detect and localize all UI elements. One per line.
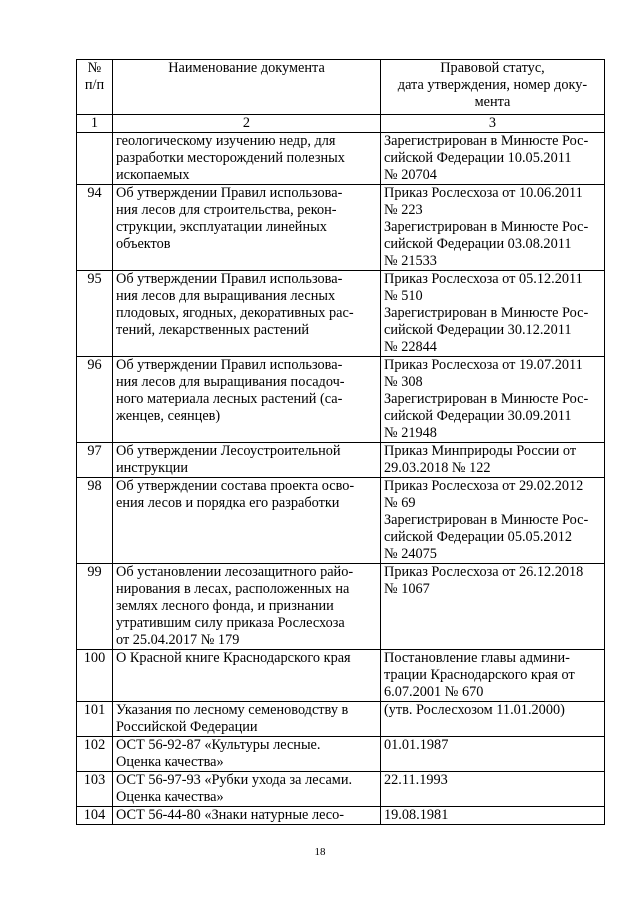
legal-status-paragraph [384, 219, 601, 270]
document-name-line: Об утверждении Лесоустроительной [116, 443, 341, 459]
document-name-line: разработки месторождений полезных [116, 150, 345, 166]
document-name-line: женцев, сеянцев) [116, 408, 221, 424]
document-name-line: ения лесов и порядка его разработки [116, 495, 340, 511]
legal-status [381, 133, 605, 185]
column-index-3: 3 [381, 115, 605, 133]
document-name-line: ОСТ 56-92-87 «Культуры лесные. [116, 737, 321, 753]
legal-status-line: 19.08.1981 [384, 807, 449, 823]
row-number: 96 [77, 357, 113, 443]
legal-status [381, 650, 605, 702]
legal-status-line: № 24075 [384, 546, 437, 562]
document-name-line: землях лесного фонда, и признании [116, 598, 334, 614]
document-name-line: Об утверждении Правил использова- [116, 271, 343, 287]
legal-status-line: № 21948 [384, 425, 437, 441]
document-name-line: ния лесов для выращивания лесных [116, 288, 336, 304]
legal-status-line: Зарегистрирован в Минюсте Рос- [384, 305, 589, 321]
legal-status-paragraph [384, 807, 601, 824]
column-index-row [77, 115, 605, 133]
header-status-line: Правовой статус, [440, 60, 545, 76]
legal-status-line: Приказ Рослесхоза от 19.07.2011 [384, 357, 583, 373]
legal-status-line: Зарегистрирован в Минюсте Рос- [384, 133, 589, 149]
header-number [77, 60, 113, 115]
document-name [113, 478, 381, 564]
row-number: 103 [77, 772, 113, 807]
document-name-line: ОСТ 56-97-93 «Рубки ухода за лесами. [116, 772, 353, 788]
legal-status-line: № 69 [384, 495, 416, 511]
legal-status [381, 564, 605, 650]
legal-status-line: 6.07.2001 № 670 [384, 684, 484, 700]
legal-status-paragraph [384, 737, 601, 754]
row-number: 97 [77, 443, 113, 478]
header-status-line: мента [474, 94, 511, 110]
legal-status-line: № 308 [384, 374, 423, 390]
legal-status-line: Приказ Минприроды России от [384, 443, 577, 459]
document-name-line: ископаемых [116, 167, 190, 183]
header-number-line: п/п [84, 77, 105, 93]
legal-status-line: сийской Федерации 03.08.2011 [384, 236, 572, 252]
document-name-line: ОСТ 56-44-80 «Знаки натурные лесо- [116, 807, 345, 823]
legal-status-line: Зарегистрирован в Минюсте Рос- [384, 219, 589, 235]
row-number: 100 [77, 650, 113, 702]
legal-status-line: № 20704 [384, 167, 437, 183]
document-name-line: Об утверждении Правил использова- [116, 185, 343, 201]
legal-status-line: Постановление главы админи- [384, 650, 570, 666]
legal-status-line: 22.11.1993 [384, 772, 448, 788]
legal-status-line: сийской Федерации 30.09.2011 [384, 408, 572, 424]
table-row [77, 357, 605, 443]
legal-status-line: сийской Федерации 10.05.2011 [384, 150, 572, 166]
legal-status-paragraph [384, 702, 601, 719]
table-row [77, 271, 605, 357]
legal-status-line: 01.01.1987 [384, 737, 449, 753]
legal-status-paragraph [384, 772, 601, 789]
legal-status [381, 772, 605, 807]
row-number: 101 [77, 702, 113, 737]
document-name-line: ного материала лесных растений (са- [116, 391, 343, 407]
regulations-table [76, 59, 605, 825]
legal-status-line: Приказ Рослесхоза от 05.12.2011 [384, 271, 583, 287]
header-document-name: Наименование документа [113, 60, 381, 115]
row-number: 94 [77, 185, 113, 271]
legal-status-paragraph [384, 478, 601, 512]
table-header-row [77, 60, 605, 115]
legal-status [381, 702, 605, 737]
legal-status-paragraph [384, 133, 601, 184]
document-name [113, 772, 381, 807]
legal-status-line: (утв. Рослесхозом 11.01.2000) [384, 702, 565, 718]
table-row [77, 737, 605, 772]
column-index-1: 1 [77, 115, 113, 133]
legal-status-paragraph [384, 271, 601, 305]
legal-status [381, 357, 605, 443]
legal-status-paragraph [384, 564, 601, 598]
legal-status-paragraph [384, 650, 601, 701]
row-number: 102 [77, 737, 113, 772]
table-body [77, 133, 605, 825]
legal-status-paragraph [384, 305, 601, 356]
legal-status [381, 737, 605, 772]
document-name-line: Указания по лесному семеноводству в [116, 702, 349, 718]
legal-status-line: Приказ Рослесхоза от 26.12.2018 [384, 564, 584, 580]
header-legal-status [381, 60, 605, 115]
document-name-line: Оценка качества» [116, 789, 224, 805]
legal-status-line: Приказ Рослесхоза от 10.06.2011 [384, 185, 583, 201]
legal-status-line: Приказ Рослесхоза от 29.02.2012 [384, 478, 584, 494]
table-row [77, 807, 605, 825]
legal-status-line: № 21533 [384, 253, 437, 269]
table-row [77, 443, 605, 478]
document-name-line: Об утверждении состава проекта осво- [116, 478, 355, 494]
table-row [77, 185, 605, 271]
document-name-line: утратившим силу приказа Рослесхоза [116, 615, 345, 631]
legal-status [381, 185, 605, 271]
table-row [77, 478, 605, 564]
document-name-line: Об установлении лесозащитного райо- [116, 564, 354, 580]
row-number [77, 133, 113, 185]
document-name [113, 443, 381, 478]
document-name-line: геологическому изучению недр, для [116, 133, 336, 149]
document-name-line: ния лесов для выращивания посадоч- [116, 374, 345, 390]
header-number-line: № [87, 60, 102, 76]
table-row [77, 702, 605, 737]
document-name-line: Российской Федерации [116, 719, 258, 735]
legal-status-line: 29.03.2018 № 122 [384, 460, 491, 476]
table-row [77, 133, 605, 185]
document-name [113, 185, 381, 271]
column-index-2: 2 [113, 115, 381, 133]
legal-status-line: № 22844 [384, 339, 437, 355]
legal-status-line: трации Краснодарского края от [384, 667, 575, 683]
legal-status [381, 271, 605, 357]
document-name [113, 271, 381, 357]
legal-status [381, 478, 605, 564]
table-row [77, 650, 605, 702]
legal-status [381, 807, 605, 825]
row-number: 104 [77, 807, 113, 825]
document-name-line: О Красной книге Краснодарского края [116, 650, 351, 666]
row-number: 98 [77, 478, 113, 564]
legal-status-line: № 510 [384, 288, 423, 304]
row-number: 95 [77, 271, 113, 357]
legal-status-line: № 1067 [384, 581, 430, 597]
document-name [113, 357, 381, 443]
legal-status-paragraph [384, 357, 601, 391]
document-name-line: ния лесов для строительства, рекон- [116, 202, 337, 218]
legal-status-paragraph [384, 443, 601, 477]
document-name-line: струкции, эксплуатации линейных [116, 219, 327, 235]
legal-status-paragraph [384, 391, 601, 442]
document-name [113, 564, 381, 650]
document-name-line: плодовых, ягодных, декоративных рас- [116, 305, 354, 321]
legal-status-line: Зарегистрирован в Минюсте Рос- [384, 391, 589, 407]
document-name-line: инструкции [116, 460, 189, 476]
legal-status-paragraph [384, 512, 601, 563]
legal-status-line: сийской Федерации 05.05.2012 [384, 529, 573, 545]
document-name [113, 702, 381, 737]
document-name-line: нирования в лесах, расположенных на [116, 581, 350, 597]
document-name-line: Оценка качества» [116, 754, 224, 770]
legal-status-line: Зарегистрирован в Минюсте Рос- [384, 512, 589, 528]
document-name-line: от 25.04.2017 № 179 [116, 632, 240, 648]
document-name [113, 807, 381, 825]
page-number: 18 [314, 846, 326, 858]
document-name [113, 650, 381, 702]
legal-status [381, 443, 605, 478]
document-name [113, 737, 381, 772]
document-name-line: Об утверждении Правил использова- [116, 357, 343, 373]
legal-status-paragraph [384, 185, 601, 219]
table-row [77, 772, 605, 807]
legal-status-line: № 223 [384, 202, 423, 218]
table-row [77, 564, 605, 650]
legal-status-line: сийской Федерации 30.12.2011 [384, 322, 572, 338]
document-name-line: объектов [116, 236, 171, 252]
row-number: 99 [77, 564, 113, 650]
document-name [113, 133, 381, 185]
header-status-line: дата утверждения, номер доку- [397, 77, 588, 93]
document-name-line: тений, лекарственных растений [116, 322, 310, 338]
